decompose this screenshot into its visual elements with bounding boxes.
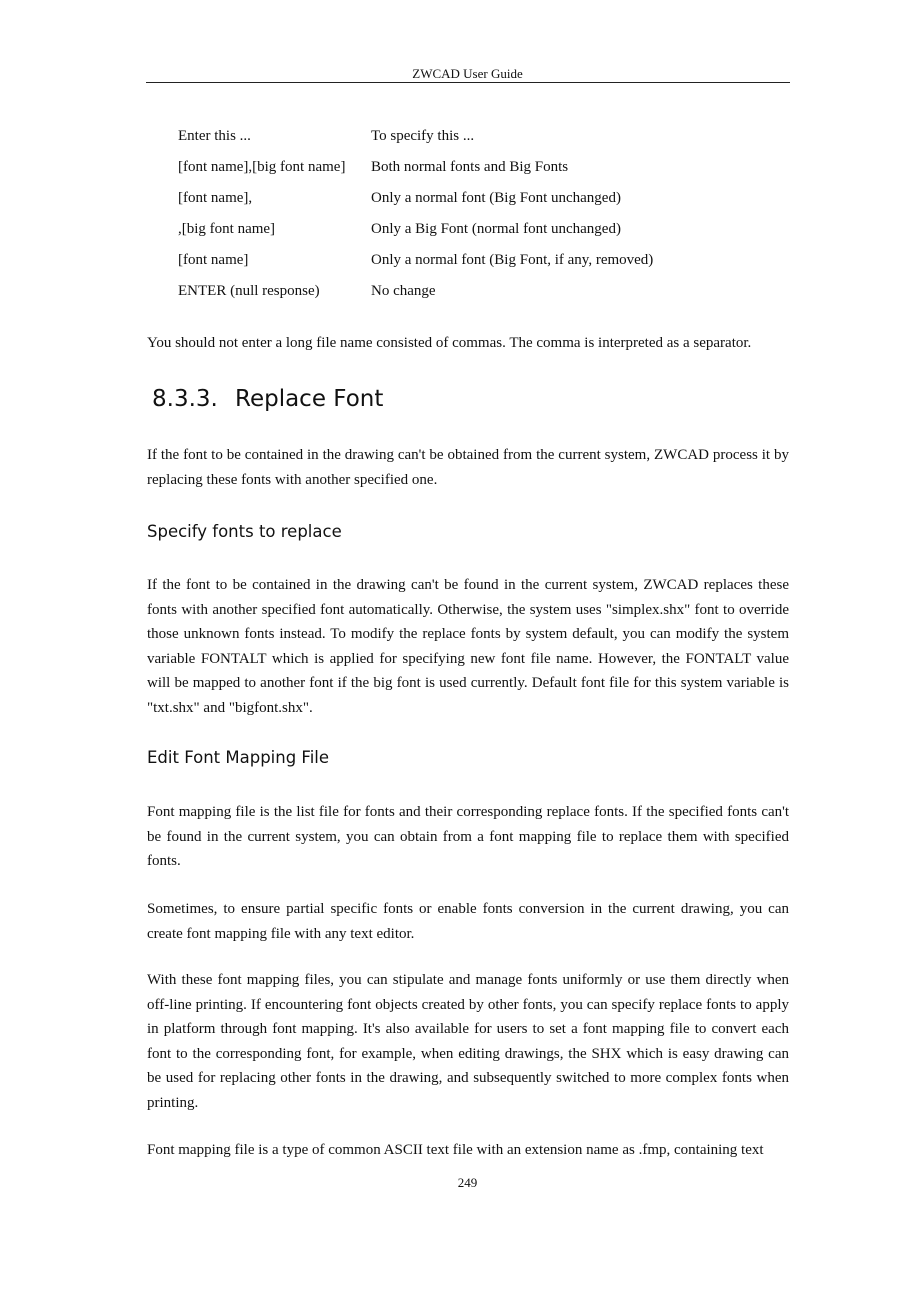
table-cell-meaning: Only a normal font (Big Font, if any, removed) [371, 252, 654, 268]
section-heading [152, 382, 383, 416]
page-number: 249 [457, 1175, 478, 1190]
column-header-meaning: To specify this ... [371, 128, 475, 144]
document-title: ZWCAD User Guide [412, 66, 523, 81]
table-header-row [178, 125, 738, 156]
section-number: 8.3.3. [152, 386, 218, 412]
table-row [178, 280, 738, 311]
table-cell-input: [font name],[big font name] [178, 159, 346, 175]
font-entry-table [178, 125, 738, 311]
table-cell-meaning: No change [371, 283, 436, 299]
replace-fonts-paragraph: If the font to be contained in the drawing can't be found in the current system, ZWCAD replaces these fonts with another specified font automatically. Otherwise, the system uses "simplex.shx" font to override those unknown fonts instead. To modify the replace fonts by system default, you can modify the system variable FONTALT which is applied for specifying new font file name. However, the FONTALT value will be mapped to another font if the big font is used currently. Default font file for this system variable is "txt.shx" and "bigfont.shx". [147, 577, 789, 716]
table-row [178, 187, 738, 218]
mapping-paragraph: Font mapping file is the list file for fonts and their corresponding replace fonts. If the specified fonts can't be found in the current system, you can obtain from a font mapping file to replace them with specified fonts. [147, 804, 789, 869]
table-row [178, 156, 738, 187]
table-row [178, 249, 738, 280]
section-intro-paragraph: If the font to be contained in the drawing can't be obtained from the current system, ZWCAD process it by replacing these fonts with another specified one. [147, 447, 789, 488]
subsection-heading-replace: Specify fonts to replace [147, 522, 342, 541]
comma-separator-note: You should not enter a long file name consisted of commas. The comma is interpreted as a separator. [147, 335, 752, 351]
mapping-paragraph: Font mapping file is a type of common ASCII text file with an extension name as .fmp, containing text [147, 1142, 764, 1158]
table-cell-input: [font name], [178, 190, 253, 206]
mapping-paragraph: Sometimes, to ensure partial specific fonts or enable fonts conversion in the current drawing, you can create font mapping file with any text editor. [147, 901, 789, 942]
section-title: Replace Font [235, 386, 384, 412]
mapping-paragraph: With these font mapping files, you can stipulate and manage fonts uniformly or use them directly when off-line printing. If encountering font objects created by other fonts, you can specify replace fonts to apply in platform through font mapping. It's also available for users to set a font mapping file to convert each font to the corresponding font, for example, when editing drawings, the SHX which is easy drawing can be used for replacing other fonts in the drawing, and subsequently switched to more complex fonts when printing. [147, 972, 789, 1111]
table-row [178, 218, 738, 249]
table-cell-meaning: Only a Big Font (normal font unchanged) [371, 221, 621, 237]
header-divider [146, 82, 790, 83]
table-cell-input: [font name] [178, 252, 249, 268]
column-header-input: Enter this ... [178, 128, 251, 144]
table-cell-meaning: Both normal fonts and Big Fonts [371, 159, 569, 175]
table-cell-input: ENTER (null response) [178, 283, 320, 299]
subsection-heading-mapping: Edit Font Mapping File [147, 748, 330, 767]
table-cell-input: ,[big font name] [178, 221, 276, 237]
table-cell-meaning: Only a normal font (Big Font unchanged) [371, 190, 621, 206]
